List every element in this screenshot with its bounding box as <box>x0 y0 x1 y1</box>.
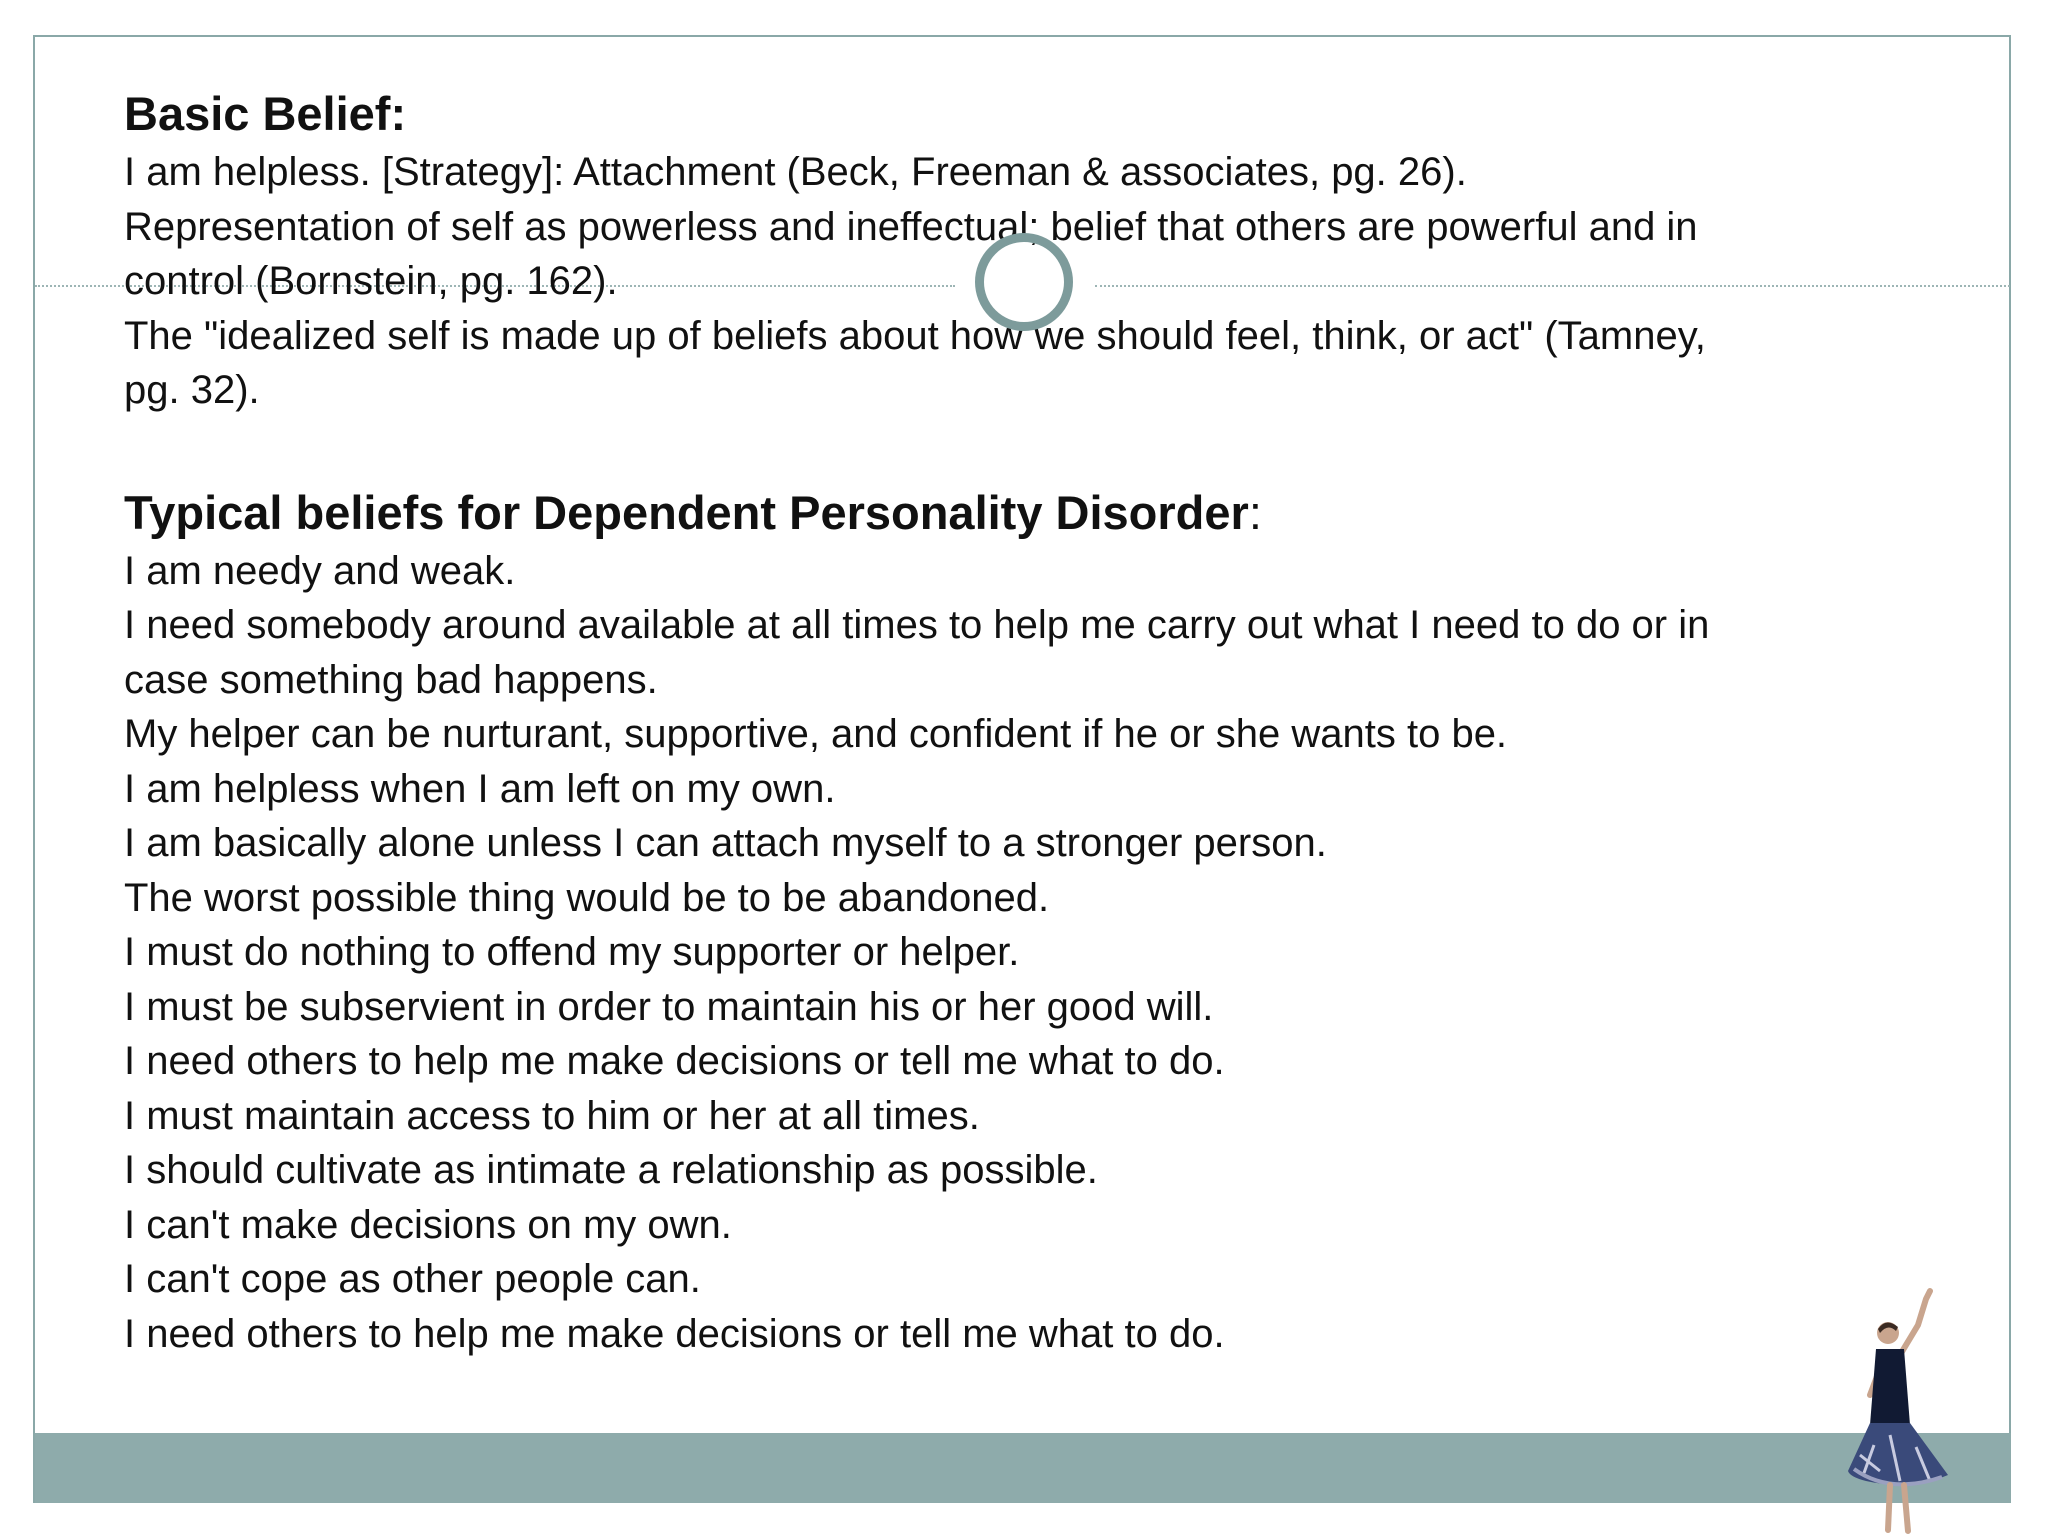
typical-beliefs-heading <box>124 481 1964 544</box>
belief-line-6: I am basically alone unless I can attach myself to a stronger person. <box>124 821 1327 865</box>
typical-beliefs-heading-text: Typical beliefs for Dependent Personality Disorder <box>124 485 1249 539</box>
belief-line-13: I can't make decisions on my own. <box>124 1202 732 1247</box>
belief-line-1: I am needy and weak. <box>124 548 516 593</box>
basic-belief-heading: Basic Belief: <box>124 87 407 140</box>
belief-line-11: I must maintain access to him or her at all times. <box>124 1093 980 1138</box>
basic-belief-line-5: pg. 32). <box>124 368 260 412</box>
belief-line-3: case something bad happens. <box>124 657 658 702</box>
basic-belief-line-4: The "idealized self is made up of beliefs about how we should feel, think, or act" (Tamney, <box>124 313 1706 358</box>
dancing-woman-icon <box>1830 1285 1980 1536</box>
belief-line-8: I must do nothing to offend my supporter or helper. <box>124 930 1020 974</box>
belief-line-15: I need others to help me make decisions or tell me what to do. <box>124 1311 1225 1356</box>
belief-line-5: I am helpless when I am left on my own. <box>124 766 836 811</box>
ring-icon <box>975 233 1073 331</box>
belief-line-9: I must be subservient in order to maintain his or her good will. <box>124 984 1214 1029</box>
belief-line-10: I need others to help me make decisions or tell me what to do. <box>124 1039 1225 1083</box>
footer-band <box>35 1433 2011 1503</box>
belief-line-7: The worst possible thing would be to be abandoned. <box>124 875 1050 920</box>
belief-line-2: I need somebody around available at all times to help me carry out what I need to do or in <box>124 603 1710 647</box>
basic-belief-line-2: Representation of self as powerless and ineffectual; belief that others are powerful and in <box>124 204 1698 249</box>
typical-beliefs-heading-colon: : <box>1248 485 1262 539</box>
section-spacer <box>124 418 1964 481</box>
basic-belief-line-3: control (Bornstein, pg. 162). <box>124 259 618 303</box>
belief-line-4: My helper can be nurturant, supportive, and confident if he or she wants to be. <box>124 712 1508 756</box>
belief-line-14: I can't cope as other people can. <box>124 1257 701 1301</box>
belief-line-12: I should cultivate as intimate a relationship as possible. <box>124 1148 1098 1192</box>
basic-belief-line-1: I am helpless. [Strategy]: Attachment (Beck, Freeman & associates, pg. 26). <box>124 150 1467 194</box>
